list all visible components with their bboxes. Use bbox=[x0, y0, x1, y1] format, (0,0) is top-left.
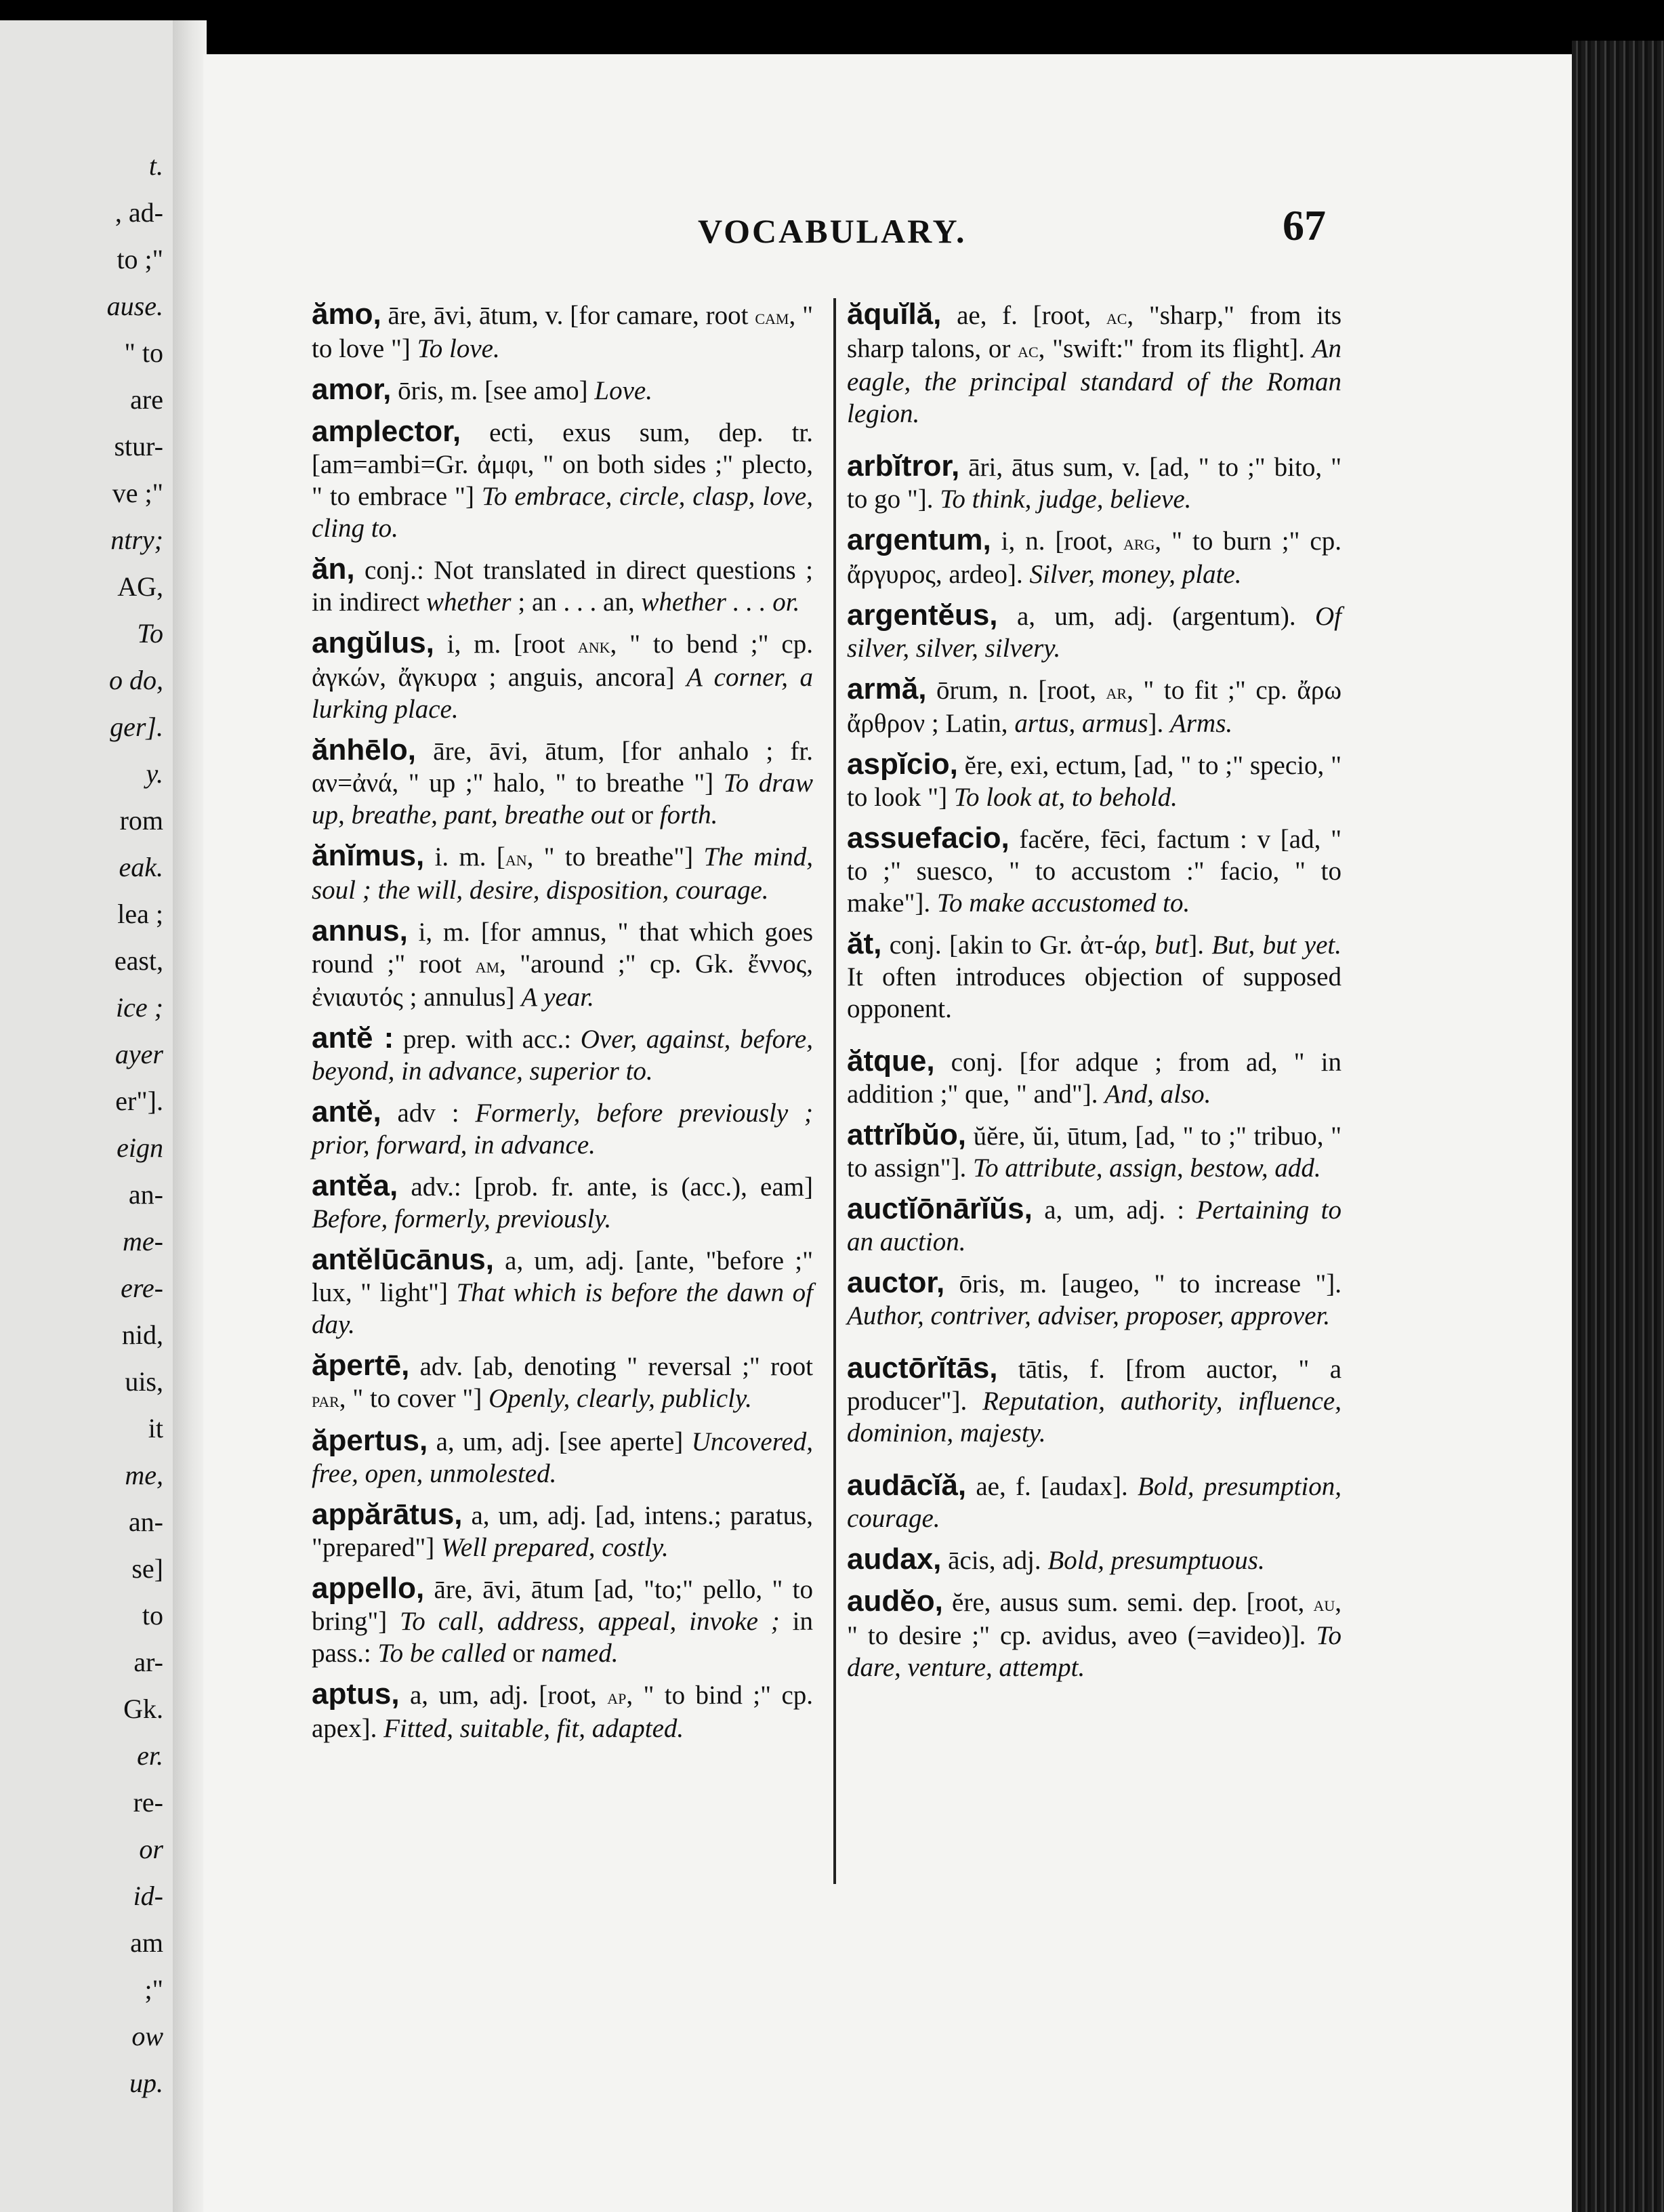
entry-root: ap bbox=[607, 1684, 627, 1708]
dictionary-entry bbox=[847, 822, 1341, 919]
entry-definition: forth. bbox=[659, 800, 718, 830]
entry-headword: amor, bbox=[312, 373, 392, 406]
entry-grammar: ācis, adj. bbox=[941, 1546, 1048, 1575]
left-page-text-fragment: or bbox=[139, 1834, 163, 1864]
dictionary-entry bbox=[847, 928, 1341, 1025]
entry-definition: Silver, money, plate. bbox=[1029, 560, 1242, 589]
left-page-text-fragment: are bbox=[130, 384, 163, 415]
left-page-text-fragment: t. bbox=[148, 150, 163, 181]
entry-grammar: or bbox=[505, 1639, 541, 1668]
entry-grammar: , " to fit ;" cp. ἄρω ἄρθρον ; Latin, bbox=[847, 676, 1342, 738]
entry-definition: artus, armus bbox=[1014, 709, 1148, 738]
page-number: 67 bbox=[1283, 201, 1326, 249]
dictionary-entry bbox=[312, 1425, 813, 1490]
entry-headword: ănĭmus, bbox=[312, 839, 425, 872]
page-edge bbox=[1572, 41, 1664, 2212]
entry-root: ac bbox=[1018, 337, 1039, 362]
left-page-text-fragment: se] bbox=[131, 1553, 163, 1584]
entry-definition: To be called bbox=[377, 1639, 506, 1668]
entry-headword: auctor, bbox=[847, 1266, 945, 1299]
entry-grammar: ]. bbox=[1148, 709, 1171, 738]
dictionary-entry bbox=[312, 1022, 813, 1087]
entry-headword: aptus, bbox=[312, 1677, 400, 1711]
entry-grammar: , " to burn ;" cp. ἄργυρος, ardeo]. bbox=[847, 527, 1341, 589]
dictionary-entry bbox=[312, 1170, 813, 1235]
entry-grammar: ae, f. [audax]. bbox=[966, 1472, 1138, 1501]
entry-definition: To dare, venture, attempt. bbox=[847, 1621, 1341, 1682]
dictionary-entry bbox=[847, 599, 1341, 664]
dictionary-entry bbox=[312, 1096, 813, 1161]
entry-grammar: , "swift:" from its flight]. bbox=[1038, 334, 1312, 363]
entry-headword: aspĭcio, bbox=[847, 747, 958, 781]
dictionary-entry bbox=[847, 1469, 1341, 1534]
entry-definition: To look at, to behold. bbox=[953, 783, 1178, 812]
entry-headword: ăpertē, bbox=[312, 1349, 410, 1382]
left-page-text-fragment: to ;" bbox=[117, 244, 163, 274]
dictionary-entry bbox=[312, 915, 813, 1013]
entry-definition: That which is before the dawn of day. bbox=[312, 1278, 813, 1339]
entry-grammar: tātis, f. [from auctor, " a producer"]. bbox=[847, 1355, 1341, 1416]
entry-definition: Uncovered, free, open, unmolested. bbox=[312, 1427, 813, 1488]
left-page-text-fragment: ere- bbox=[121, 1273, 163, 1303]
dictionary-entry bbox=[312, 627, 813, 725]
entry-grammar: a, um, adj. [root, bbox=[399, 1681, 608, 1710]
left-column bbox=[312, 298, 813, 1753]
entry-headword: audax, bbox=[847, 1542, 942, 1576]
left-page-text-fragment: ause. bbox=[106, 291, 163, 321]
entry-grammar: i. m. [ bbox=[424, 842, 505, 872]
entry-grammar: ōris, m. [augeo, " to increase "]. bbox=[944, 1269, 1341, 1298]
entry-headword: armă, bbox=[847, 672, 927, 705]
left-page-text-fragment: id- bbox=[133, 1881, 163, 1911]
left-page-text-fragment: east, bbox=[114, 945, 163, 976]
entry-definition: Over, against, before, beyond, in advance, superior to. bbox=[312, 1025, 813, 1086]
column-rule bbox=[833, 298, 836, 1884]
entry-headword: auctōrĭtās, bbox=[847, 1351, 998, 1385]
entry-root: par bbox=[312, 1387, 339, 1412]
entry-grammar: āre, āvi, ātum, v. [for camare, root bbox=[381, 301, 755, 330]
entry-headword: annus, bbox=[312, 914, 408, 947]
entry-definition: A year. bbox=[521, 983, 594, 1012]
left-page-text-fragment: eign bbox=[117, 1132, 163, 1163]
entry-grammar: It often introduces objection of supposed opponent. bbox=[847, 962, 1341, 1023]
left-page-text-fragment: ntry; bbox=[110, 525, 163, 555]
dictionary-entry bbox=[312, 840, 813, 906]
entry-headword: ătque, bbox=[847, 1044, 935, 1078]
entry-definition: Well prepared, costly. bbox=[440, 1533, 669, 1562]
entry-grammar: a, um, adj. [ante, "before ;" lux, " light"] bbox=[312, 1246, 813, 1307]
left-page-text-fragment: me, bbox=[125, 1460, 163, 1490]
entry-grammar: i, m. [root bbox=[434, 630, 578, 659]
entry-grammar: conj. [akin to Gr. ἀτ-άρ, bbox=[881, 930, 1155, 960]
dictionary-entry bbox=[312, 415, 813, 544]
entry-definition: The mind, soul ; the will, desire, disposition, courage. bbox=[312, 842, 813, 905]
dictionary-entry bbox=[847, 450, 1341, 515]
entry-root: ac bbox=[1106, 304, 1127, 329]
entry-definition: Pertaining to an auction. bbox=[847, 1195, 1341, 1256]
entry-headword: ămo, bbox=[312, 298, 381, 331]
left-page-text-fragment: eak. bbox=[119, 852, 163, 882]
entry-definition: Author, contriver, adviser, proposer, approver. bbox=[847, 1301, 1331, 1330]
entry-grammar: i, m. [for amnus, " that which goes round ;" root bbox=[312, 918, 813, 979]
left-page-text-fragment: er"]. bbox=[115, 1086, 163, 1116]
entry-headword: auctĭōnārĭŭs, bbox=[847, 1192, 1033, 1225]
left-page-text-fragment: it bbox=[148, 1413, 163, 1443]
entry-definition: An eagle, the principal standard of the Roman legion. bbox=[847, 334, 1341, 428]
left-page-text-fragment: uis, bbox=[125, 1366, 163, 1397]
left-page-text-fragment: ve ;" bbox=[112, 478, 163, 508]
running-head: VOCABULARY. bbox=[698, 212, 967, 250]
entry-grammar: ĕre, exi, ectum, [ad, " to ;" specio, " to look "] bbox=[847, 751, 1341, 812]
entry-headword: ăt, bbox=[847, 927, 882, 960]
left-page-text-fragment: To bbox=[137, 618, 163, 649]
entry-grammar: , "around ;" cp. Gk. ἔννος, ἐνιαυτός ; annulus] bbox=[312, 949, 813, 1012]
entry-grammar: ; an . . . an, bbox=[511, 588, 642, 617]
entry-root: cam bbox=[755, 304, 789, 329]
entry-root: au bbox=[1313, 1591, 1335, 1616]
left-page-text-fragment: me- bbox=[123, 1226, 163, 1256]
entry-grammar: ōris, m. [see amo] bbox=[391, 376, 595, 405]
left-page-text-fragment: " to bbox=[124, 337, 163, 368]
entry-definition: Bold, presumptuous. bbox=[1047, 1546, 1265, 1575]
left-page-text-fragment: re- bbox=[133, 1787, 163, 1818]
left-page-text-fragment: lea ; bbox=[117, 899, 163, 929]
dictionary-entry bbox=[847, 673, 1341, 739]
dictionary-entry bbox=[312, 1572, 813, 1669]
entry-grammar: , " to love "] bbox=[312, 301, 813, 363]
entry-grammar: ĕre, ausus sum. semi. dep. [root, bbox=[942, 1588, 1314, 1617]
entry-root: am bbox=[475, 953, 500, 977]
entry-headword: arbĭtror, bbox=[847, 449, 960, 483]
left-page-text-fragment: er. bbox=[137, 1740, 163, 1771]
dictionary-entry bbox=[312, 1678, 813, 1744]
entry-grammar: adv. [ab, denoting " reversal ;" root bbox=[409, 1352, 813, 1381]
entry-headword: antĕa, bbox=[312, 1169, 398, 1202]
left-page-text-fragment: rom bbox=[119, 805, 163, 836]
entry-grammar: , "sharp," from its sharp talons, or bbox=[847, 301, 1341, 363]
left-page-text-fragment: y. bbox=[146, 758, 163, 789]
entry-headword: attrĭbŭo, bbox=[847, 1118, 966, 1151]
left-page-text-fragment: an- bbox=[128, 1179, 163, 1210]
left-page-text-fragment: nid, bbox=[121, 1319, 163, 1350]
left-page-text-fragment: ayer bbox=[115, 1039, 163, 1069]
entry-grammar: ecti, exus sum, dep. tr. [am=ambi=Gr. ἀμφι, " on both sides ;" plecto, " to embrace "] bbox=[312, 418, 813, 511]
entry-definition: Formerly, before previously ; prior, forward, in advance. bbox=[312, 1099, 813, 1160]
entry-definition: whether bbox=[425, 588, 512, 617]
entry-definition: Openly, clearly, publicly. bbox=[488, 1384, 752, 1413]
entry-grammar: , " to desire ;" cp. avidus, aveo (=avideo)]. bbox=[847, 1588, 1341, 1650]
entry-definition: But, but yet. bbox=[1211, 930, 1341, 960]
left-page-text-fragment: ;" bbox=[144, 1974, 163, 2005]
entry-grammar: conj.: Not translated in direct questions ; in indirect bbox=[312, 556, 813, 617]
entry-headword: ăpertus, bbox=[312, 1424, 428, 1457]
entry-definition: Reputation, authority, influence, dominion, majesty. bbox=[847, 1387, 1341, 1448]
dictionary-entry bbox=[847, 1045, 1341, 1110]
left-page-text-fragment: to bbox=[142, 1600, 163, 1631]
entry-definition: To draw up, breathe, pant, breathe out bbox=[312, 769, 813, 830]
entry-grammar: a, um, adj. (argentum). bbox=[997, 602, 1315, 631]
entry-grammar: in pass.: bbox=[312, 1607, 813, 1668]
entry-headword: antĕ, bbox=[312, 1095, 381, 1128]
left-page-text-fragment: ger]. bbox=[110, 712, 163, 742]
dictionary-entry bbox=[312, 553, 813, 618]
entry-headword: antĕ : bbox=[312, 1021, 394, 1054]
entry-grammar: ōrum, n. [root, bbox=[926, 676, 1106, 705]
entry-root: ank bbox=[577, 633, 610, 657]
entry-root: arg bbox=[1123, 530, 1155, 554]
entry-definition: named. bbox=[541, 1639, 619, 1668]
entry-grammar: a, um, adj. [ad, intens.; paratus, "prepared"] bbox=[312, 1501, 813, 1562]
dictionary-entry bbox=[312, 734, 813, 831]
entry-definition: whether . . . or. bbox=[641, 588, 800, 617]
entry-definition: Before, formerly, previously. bbox=[312, 1204, 612, 1233]
dictionary-entry bbox=[847, 1267, 1341, 1332]
book-gutter bbox=[173, 20, 207, 2212]
left-page-fragment bbox=[0, 20, 173, 2212]
entry-grammar: a, um, adj. [see aperte] bbox=[428, 1427, 692, 1456]
entry-headword: antĕlūcānus, bbox=[312, 1243, 494, 1276]
entry-headword: audĕo, bbox=[847, 1584, 943, 1618]
dictionary-entry bbox=[312, 373, 813, 407]
left-page-text-fragment: stur- bbox=[114, 431, 163, 462]
left-page-text-fragment: ow bbox=[131, 2021, 163, 2051]
entry-grammar: adv : bbox=[381, 1099, 476, 1128]
entry-definition: To attribute, assign, bestow, add. bbox=[973, 1153, 1321, 1183]
entry-headword: amplector, bbox=[312, 415, 461, 448]
entry-grammar: facĕre, fēci, factum : v [ad, " to ;" suesco, " to accustom :" facio, " to make"]. bbox=[847, 825, 1341, 918]
entry-grammar: ŭĕre, ŭi, ūtum, [ad, " to ;" tribuo, " to assign"]. bbox=[847, 1122, 1341, 1183]
entry-grammar: adv.: [prob. fr. ante, is (acc.), eam] bbox=[398, 1172, 813, 1202]
entry-definition: but bbox=[1155, 930, 1189, 960]
entry-definition: Fitted, suitable, fit, adapted. bbox=[383, 1714, 684, 1743]
entry-definition: To love. bbox=[417, 334, 500, 363]
entry-definition: A corner, a lurking place. bbox=[312, 663, 813, 724]
entry-grammar: conj. [for adque ; from ad, " in addition ;" que, " and"]. bbox=[847, 1048, 1341, 1109]
entry-definition: Arms. bbox=[1170, 709, 1233, 738]
dictionary-entry bbox=[847, 1352, 1341, 1449]
dictionary-entry bbox=[847, 1585, 1341, 1683]
left-page-text-fragment: ice ; bbox=[116, 992, 163, 1023]
left-page-text-fragment: up. bbox=[129, 2068, 163, 2098]
dictionary-entry bbox=[847, 298, 1341, 430]
entry-headword: audācĭă, bbox=[847, 1469, 967, 1502]
entry-headword: argentĕus, bbox=[847, 598, 998, 632]
entry-grammar: , " to bend ;" cp. ἀγκών, ἄγκυρα ; anguis, ancora] bbox=[312, 630, 813, 692]
entry-grammar: a, um, adj. : bbox=[1032, 1195, 1197, 1225]
entry-headword: argentum, bbox=[847, 523, 991, 556]
entry-grammar: āri, ātus sum, v. [ad, " to ;" bito, " to go "]. bbox=[847, 453, 1341, 514]
right-column bbox=[847, 298, 1341, 1692]
left-page-text-fragment: o do, bbox=[109, 665, 163, 695]
dictionary-entry bbox=[312, 298, 813, 365]
dictionary-entry bbox=[847, 524, 1341, 590]
dictionary-entry bbox=[312, 1349, 813, 1416]
entry-grammar: ae, f. [root, bbox=[941, 301, 1106, 330]
entry-headword: ăquĭlă, bbox=[847, 298, 942, 331]
dictionary-entry bbox=[847, 1119, 1341, 1184]
left-page-text-fragment: am bbox=[130, 1927, 163, 1958]
entry-root: an bbox=[505, 846, 527, 870]
entry-definition: To think, judge, believe. bbox=[940, 485, 1192, 514]
entry-grammar: , " to breathe"] bbox=[526, 842, 704, 872]
entry-grammar: āre, āvi, ātum, [for anhalo ; fr. αν=ἀνά, " up ;" halo, " to breathe "] bbox=[312, 737, 813, 798]
entry-headword: appello, bbox=[312, 1572, 425, 1605]
left-page-text-fragment: , ad- bbox=[115, 197, 163, 228]
left-page-text-fragment: an- bbox=[128, 1507, 163, 1537]
entry-definition: To call, address, appeal, invoke ; bbox=[400, 1607, 780, 1636]
entry-definition: Love. bbox=[594, 376, 652, 405]
entry-headword: appărātus, bbox=[312, 1498, 463, 1531]
entry-grammar: i, n. [root, bbox=[991, 527, 1123, 556]
entry-definition: And, also. bbox=[1104, 1080, 1211, 1109]
entry-grammar: or bbox=[624, 800, 660, 830]
entry-root: ar bbox=[1106, 679, 1127, 703]
dictionary-entry bbox=[847, 1193, 1341, 1258]
entry-grammar: , " to bind ;" cp. apex]. bbox=[312, 1681, 813, 1743]
entry-headword: angŭlus, bbox=[312, 626, 434, 659]
entry-headword: assuefacio, bbox=[847, 821, 1010, 855]
entry-grammar: , " to cover "] bbox=[339, 1384, 489, 1413]
entry-definition: To make accustomed to. bbox=[936, 888, 1190, 918]
dictionary-entry bbox=[312, 1244, 813, 1340]
entry-definition: To embrace, circle, clasp, love, cling to. bbox=[312, 482, 813, 543]
entry-definition: Bold, presumption, courage. bbox=[847, 1472, 1342, 1533]
entry-headword: ănhēlo, bbox=[312, 733, 417, 766]
dictionary-entry bbox=[312, 1498, 813, 1563]
left-page-text-fragment: ar- bbox=[133, 1647, 163, 1677]
left-page-text-fragment: Gk. bbox=[123, 1694, 163, 1724]
entry-grammar: āre, āvi, ātum [ad, "to;" pello, " to bring"] bbox=[312, 1575, 813, 1636]
dictionary-entry bbox=[847, 1543, 1341, 1576]
left-page-text-fragment: AG, bbox=[117, 571, 163, 602]
dictionary-entry bbox=[847, 748, 1341, 813]
entry-headword: ăn, bbox=[312, 552, 355, 586]
entry-definition: Of silver, silver, silvery. bbox=[847, 602, 1341, 663]
entry-grammar: ]. bbox=[1188, 930, 1212, 960]
entry-grammar: prep. with acc.: bbox=[394, 1025, 581, 1054]
